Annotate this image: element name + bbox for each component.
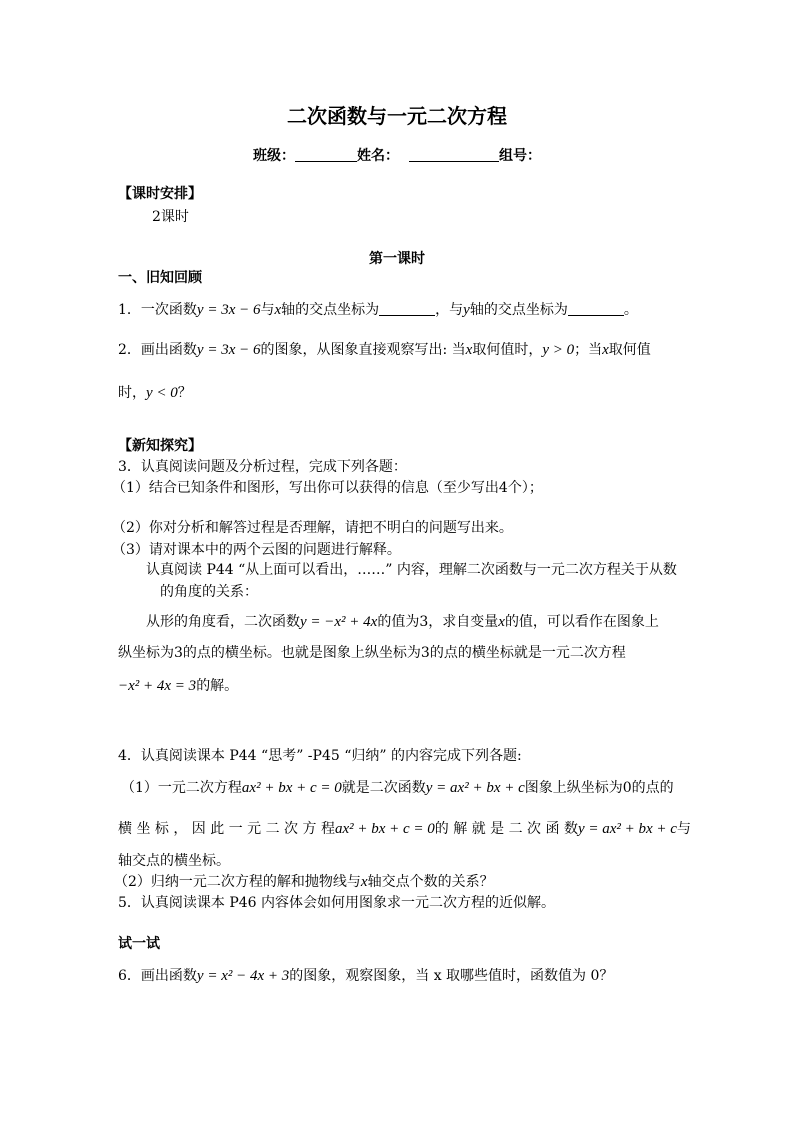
question-1: 1．一次函数y = 3x − 6与x轴的交点坐标为 ，与y轴的交点坐标为 。 xyxy=(118,302,638,318)
question-2-cont: 时，y < 0？ xyxy=(118,385,192,401)
paragraph-2: 纵坐标为3的点的横坐标。也就是图象上纵坐标为3的点的横坐标就是一元二次方程 xyxy=(118,645,626,661)
name-blank[interactable] xyxy=(409,147,499,162)
answer-blank-2[interactable] xyxy=(568,301,624,316)
question-4-1-end: 轴交点的横坐标。 xyxy=(118,853,230,869)
reading-note-1: 认真阅读 P44 “从上面可以看出，……” 内容，理解二次函数与一元二次方程关于从数 xyxy=(146,562,677,578)
reading-note-2: 的角度的关系： xyxy=(160,584,258,600)
question-6: 6．画出函数y = x² − 4x + 3的图象，观察图象，当 x 取哪些值时，函数值为 0？ xyxy=(118,968,614,984)
review-heading: 一、旧知回顾 xyxy=(118,270,202,286)
group-label: 组号： xyxy=(499,148,541,164)
new-heading: 【新知探究】 xyxy=(118,438,202,454)
question-4: 4．认真阅读课本 P44 “思考” -P45 “归纳” 的内容完成下列各题: xyxy=(118,748,522,764)
class-blank[interactable] xyxy=(295,147,357,162)
question-5: 5．认真阅读课本 P46 内容体会如何用图象求一元二次方程的近似解。 xyxy=(118,895,556,911)
answer-blank-1[interactable] xyxy=(379,301,435,316)
schedule-value: 2课时 xyxy=(152,209,189,225)
page-title: 二次函数与一元二次方程 xyxy=(287,104,507,128)
question-2: 2．画出函数y = 3x − 6的图象，从图象直接观察写出: 当x取何值时，y > 0；当x取何值 xyxy=(118,342,651,358)
question-4-1: （1）一元二次方程ax² + bx + c = 0就是二次函数y = ax² + bx + c图象上纵坐标为0的点的 xyxy=(121,780,674,796)
schedule-heading: 【课时安排】 xyxy=(118,186,202,202)
question-3-1: （1）结合已知条件和图形，写出你可以获得的信息（至少写出4个）； xyxy=(112,480,543,496)
student-info-line xyxy=(253,145,541,165)
try-heading: 试一试 xyxy=(118,936,160,952)
question-4-2: （2）归纳一元二次方程的解和抛物线与x轴交点个数的关系？ xyxy=(114,874,494,890)
paragraph-3: −x² + 4x = 3的解。 xyxy=(118,678,239,694)
question-3-2: （2）你对分析和解答过程是否理解，请把不明白的问题写出来。 xyxy=(112,520,513,536)
class-label: 班级： xyxy=(253,148,295,164)
question-3: 3．认真阅读问题及分析过程，完成下列各题： xyxy=(118,459,407,475)
name-label: 姓名： xyxy=(357,148,399,164)
paragraph-1: 从形的角度看，二次函数y = −x² + 4x的值为3，求自变量x的值，可以看作在图象上 xyxy=(146,614,659,630)
lesson-title: 第一课时 xyxy=(369,251,425,267)
question-4-1-cont: 横 坐 标 ， 因 此 一 元 二 次 方 程ax² + bx + c = 0的 解 就 是 二 次 函 数y = ax² + bx + c与 xyxy=(118,821,691,837)
question-3-3: （3）请对课本中的两个云图的问题进行解释。 xyxy=(112,542,401,558)
